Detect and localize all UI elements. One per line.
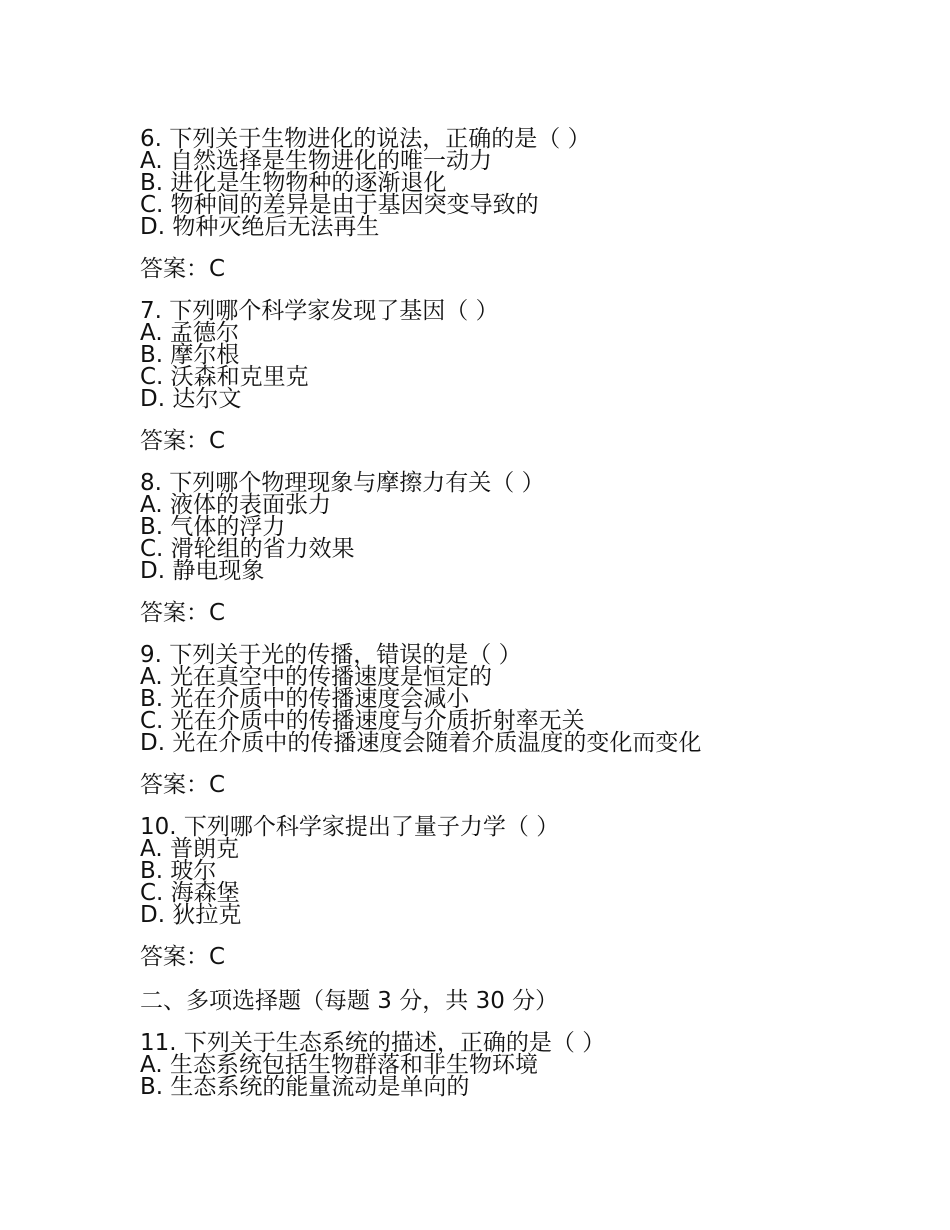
question-stem: 9. 下列关于光的传播，错误的是（ ）	[140, 642, 522, 668]
document-content	[140, 128, 840, 1116]
option-b: B. 摩尔根	[140, 342, 240, 368]
option-d: D. 光在介质中的传播速度会随着介质温度的变化而变化	[140, 730, 702, 756]
option-d: D. 静电现象	[140, 558, 265, 584]
option-d: D. 物种灭绝后无法再生	[140, 214, 380, 240]
option-b: B. 光在介质中的传播速度会减小	[140, 686, 470, 712]
option-a: A. 自然选择是生物进化的唯一动力	[140, 148, 492, 174]
option-b: B. 玻尔	[140, 858, 217, 884]
question-stem: 11. 下列关于生态系统的描述，正确的是（ ）	[140, 1030, 606, 1056]
option-d: D. 狄拉克	[140, 902, 242, 928]
question-7	[140, 300, 840, 410]
question-stem: 7. 下列哪个科学家发现了基因（ ）	[140, 298, 499, 324]
option-a: A. 液体的表面张力	[140, 492, 331, 518]
answer-10: 答案：C	[140, 944, 226, 970]
answer-6: 答案：C	[140, 256, 226, 282]
option-b: B. 进化是生物物种的逐渐退化	[140, 170, 447, 196]
question-6	[140, 128, 840, 238]
option-c: C. 沃森和克里克	[140, 364, 309, 390]
option-a: A. 孟德尔	[140, 320, 239, 346]
option-b: B. 气体的浮力	[140, 514, 286, 540]
option-c: C. 光在介质中的传播速度与介质折射率无关	[140, 708, 585, 734]
option-a: A. 生态系统包括生物群落和非生物环境	[140, 1052, 538, 1078]
answer-7: 答案：C	[140, 428, 226, 454]
option-a: A. 普朗克	[140, 836, 239, 862]
answer-8: 答案：C	[140, 600, 226, 626]
option-b: B. 生态系统的能量流动是单向的	[140, 1074, 470, 1100]
option-d: D. 达尔文	[140, 386, 242, 412]
question-11	[140, 1032, 840, 1098]
option-a: A. 光在真空中的传播速度是恒定的	[140, 664, 492, 690]
question-stem: 8. 下列哪个物理现象与摩擦力有关（ ）	[140, 470, 545, 496]
answer-9: 答案：C	[140, 772, 226, 798]
option-c: C. 滑轮组的省力效果	[140, 536, 355, 562]
section-title: 二、多项选择题（每题 3 分，共 30 分）	[140, 988, 559, 1014]
option-c: C. 海森堡	[140, 880, 240, 906]
question-stem: 6. 下列关于生物进化的说法，正确的是（ ）	[140, 126, 591, 152]
question-10	[140, 816, 840, 926]
question-8	[140, 472, 840, 582]
option-c: C. 物种间的差异是由于基因突变导致的	[140, 192, 539, 218]
question-9	[140, 644, 840, 754]
question-stem: 10. 下列哪个科学家提出了量子力学（ ）	[140, 814, 560, 840]
